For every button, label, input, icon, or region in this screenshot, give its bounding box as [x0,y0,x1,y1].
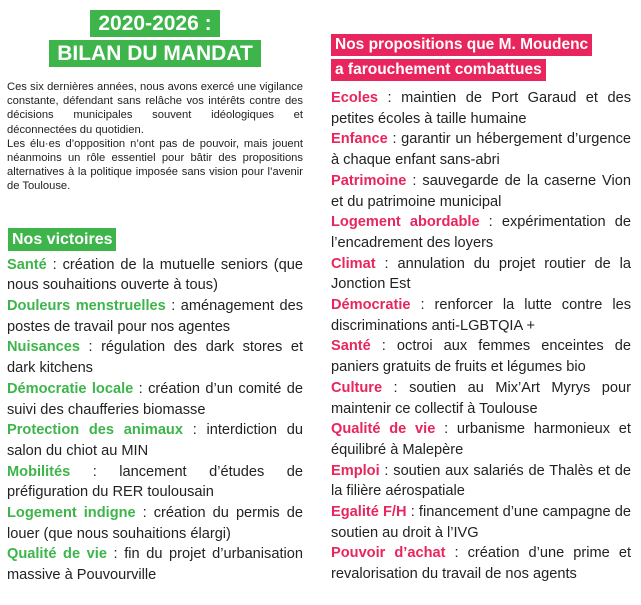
item-description: : financement d’une campagne de soutien au droit à l’IVG [331,504,631,541]
item-keyword: Ecoles [331,90,379,106]
list-item [331,212,631,253]
item-description: : création d’un comité de suivi des chaufferies biomasse [7,380,303,418]
list-item [331,88,631,129]
item-keyword: Emploi [331,462,380,479]
left-column [7,10,303,586]
mandate-title [7,10,303,70]
list-item [331,254,631,295]
item-keyword: Santé [7,256,47,273]
item-description: : maintien de Port Garaud et des petites écoles à taille humaine [331,90,631,127]
right-column [331,34,631,585]
title-line-2: BILAN DU MANDAT [49,40,261,67]
item-keyword: Egalité F/H [331,504,407,521]
item-keyword: Nuisances [7,339,81,356]
item-keyword: Santé [331,338,371,355]
proposals-heading-line-2: a farouchement combattues [331,59,546,81]
item-keyword: Logement abordable [331,214,480,231]
item-description: : octroi aux femmes enceintes de paniers gratuits de fruits et légumes bio [331,338,631,376]
item-description: : fin du projet d’urbanisation massive à Pouvourville [7,546,303,584]
item-description: : renforcer la lutte contre les discriminations anti-LGBTQIA + [331,297,631,334]
item-keyword: Enfance [331,131,388,148]
item-keyword: Logement indigne [7,505,136,522]
list-item [331,295,631,336]
item-keyword: Démocratie locale [7,380,134,397]
item-description: : annulation du projet routier de la Jonction Est [331,255,631,293]
intro-paragraph-1: Ces six dernières années, nous avons exercé une vigilance constante, défendant sans relâche vos intérêts contre des décisions municipales souvent idéologiques et déconnectées du quotidien. [7,81,303,136]
list-item [331,419,631,460]
list-item [331,171,631,212]
list-item [7,255,303,296]
victories-heading-wrap [8,228,303,251]
item-description: : aménagement des postes de travail pour nos agentes [7,298,304,335]
list-item [331,502,631,543]
item-keyword: Qualité de vie [7,546,107,563]
list-item [331,336,631,377]
list-item [7,544,303,585]
list-item [7,379,303,420]
list-item [331,543,631,584]
list-item [7,296,303,337]
item-description: : sauvegarde de la caserne Vion et du patrimoine municipal [331,172,631,210]
list-item [331,461,631,502]
item-description: : création du permis de louer (que nous souhaitions élargi) [7,505,303,542]
list-item [331,378,631,419]
item-description: : garantir un hébergement d’urgence à chaque enfant sans-abri [331,131,631,169]
proposals-list [331,88,631,585]
victories-heading: Nos victoires [8,228,116,251]
proposals-heading [331,34,631,84]
item-keyword: Culture [331,379,383,396]
item-keyword: Démocratie [331,297,411,314]
item-description: : soutien aux salariés de Thalès et de la filière aérospatiale [331,462,631,500]
item-keyword: Climat [331,255,376,272]
intro-text [7,80,303,194]
victories-list [7,255,303,586]
item-description: : régulation des dark stores et dark kitchens [7,339,303,377]
item-description: : expérimentation de l’encadrement des loyers [331,214,631,251]
item-description: : création de la mutuelle seniors (que nous souhaitions ouverte à tous) [7,256,303,294]
list-item [7,462,303,503]
item-description: : soutien au Mix’Art Myrys pour maintenir ce collectif à Toulouse [331,379,631,417]
list-item [7,503,303,544]
item-keyword: Protection des animaux [7,422,183,439]
item-description: : création d’une prime et revalorisation du travail de nos agents [331,545,631,583]
item-keyword: Douleurs menstruelles [7,298,166,315]
item-keyword: Pouvoir d’achat [331,545,446,562]
item-keyword: Patrimoine [331,172,407,189]
list-item [7,337,303,378]
title-line-1: 2020-2026 : [90,10,219,37]
list-item [7,420,303,461]
proposals-heading-line-1: Nos propositions que M. Moudenc [331,34,592,56]
item-keyword: Qualité de vie [331,421,436,438]
item-description: : urbanisme harmonieux et équilibré à Malepère [331,421,631,458]
item-description: : interdiction du salon du chiot au MIN [7,422,303,459]
intro-paragraph-2: Les élu·es d’opposition n’ont pas de pouvoir, mais jouent néanmoins un rôle essentiel pour bâtir des propositions alternatives à la politique imposée sans vision pour l’avenir de Toulouse. [7,137,303,193]
item-keyword: Mobilités [7,463,71,480]
item-description: : lancement d’études de préfiguration du RER toulousain [7,463,303,501]
list-item [331,129,631,170]
